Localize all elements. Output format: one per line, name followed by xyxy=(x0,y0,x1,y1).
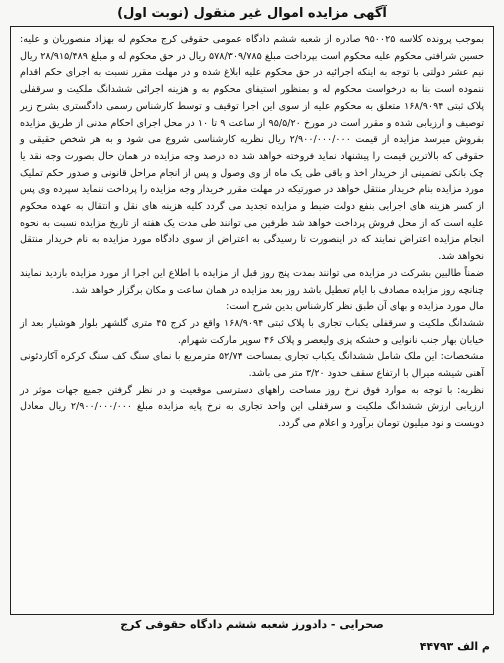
notice-paragraph-main: بموجب پرونده کلاسه ۹۵۰۰۲۵ صادره از شعبه ششم دادگاه عمومی حقوقی کرج محکوم له بهزاد منصوریان و علیه: حسین شرافتی محکوم علیه محکوم است بپرداخت مبلغ ۵۷۸/۳۰۹/۷۸۵ ریال در حق محکوم له و مبلغ ۲۸/۹۱۵/۴۸۹ ریال نیم عشر دولتی با توجه به اینکه اجرائیه در حق محکوم علیه ابلاغ شده و در مهلت مقرر نسبت به اجرای حکم اقدام ننموده است بنا به درخواست محکوم له و بمنظور استیفای محکوم به و هزینه اجرائی ششدانگ ملکیت و سرقفلی پلاک ثبتی ۱۶۸/۹۰۹۴ متعلق به محکوم علیه از سوی این اجرا توقیف و توسط کارشناس رسمی دادگستری بشرح زیر توصیف و ارزیابی شده و مقرر است در مورخ ۹۵/۵/۲۰ از ساعت ۹ تا ۱۰ در محل اجرای احکام مدنی از طریق مزایده بفروش میرسد مزایده از قیمت ۲/۹۰۰/۰۰۰/۰۰۰ ریال نظریه کارشناسی شروع می شود و به هر شخص حقیقی و حقوقی که بالاترین قیمت را پیشنهاد نماید فروخته خواهد شد ده درصد وجه مزایده در همان حال بصورت وجه نقد یا چک بانکی تضمینی از خریدار اخذ و باقی طی یک ماه از وی وصول و پس از انجام مراحل قانونی و صدور حکم تملیک مورد مزایده بنام خریدار منتقل خواهد در صورتیکه در مهلت مقرر خریدار وجه مزایده را پرداخت ننماید سپرده وی پس از کسر هزینه های اجرایی بنفع دولت ضبط و مزایده تجدید می گردد کلیه هزینه های نقل و انتقال به عهده محکوم علیه است که از محل فروش پرداخت خواهد شد طرفین می توانند طی مدت یک هفته از تاریخ مزایده نسبت به نحوه انجام مزایده اعتراض نمایند که در اینصورت تا رسیدگی به اعتراض از سوی دادگاه مورد مزایده به نام خریدار منتقل نخواهد شد. xyxy=(20,34,485,263)
notice-paragraph-inspection: ضمناً طالبین بشرکت در مزایده می توانند بمدت پنج روز قبل از مزایده با اطلاع این اجرا از مورد مزایده بازدید نمایند چنانچه روز مزایده مصادف با ایام تعطیل باشد روز بعد مزایده در همان ساعت و مکان برگزار خواهد شد. xyxy=(20,267,484,296)
notice-paragraph-expert-opinion: نظریه: با توجه به موارد فوق نرخ روز مساحت راههای دسترسی موقعیت و در نظر گرفتن جمیع جهات موثر در ارزیابی ارزش ششدانگ ملکیت و سرقفلی این واحد تجاری به نرخ پایه مزایده مبلغ ۲/۹۰۰/۰۰۰/۰۰۰ ریال معادل دویست و نود میلیون تومان برآورد و اعلام می گردد. xyxy=(20,384,484,430)
notice-title: آگهی مزایده اموال غیر منقول (نوبت اول) xyxy=(117,6,387,21)
notice-body xyxy=(11,27,493,433)
auction-notice-box xyxy=(10,26,494,615)
notice-paragraph-specifications: مشخصات: این ملک شامل ششدانگ یکباب تجاری بمساحت ۵۲/۷۴ مترمربع با نمای سنگ کف سنگ کرکره آکاردئونی آهنی شیشه میرال با ارتفاع سقف حدود ۳/۲۰ متر می باشد. xyxy=(20,351,484,380)
notice-signature: صحرایی - دادورز شعبه ششم دادگاه حقوقی کرج xyxy=(120,618,384,631)
notice-reference-number: م الف ۴۴۷۹۳ xyxy=(419,640,490,653)
notice-paragraph-property-heading: مال مورد مزایده و بهای آن طبق نظر کارشناس بدین شرح است: xyxy=(226,301,484,313)
notice-paragraph-property-address: ششدانگ ملکیت و سرقفلی یکباب تجاری با پلاک ثبتی ۱۶۸/۹۰۹۴ واقع در کرج ۴۵ متری گلشهر بلوار هوشیار بعد از خیابان بهار جنب نانوایی و خشکه پزی ولیعصر و پلاک ۴۶ سوپر مارکت شهرام. xyxy=(20,317,484,346)
